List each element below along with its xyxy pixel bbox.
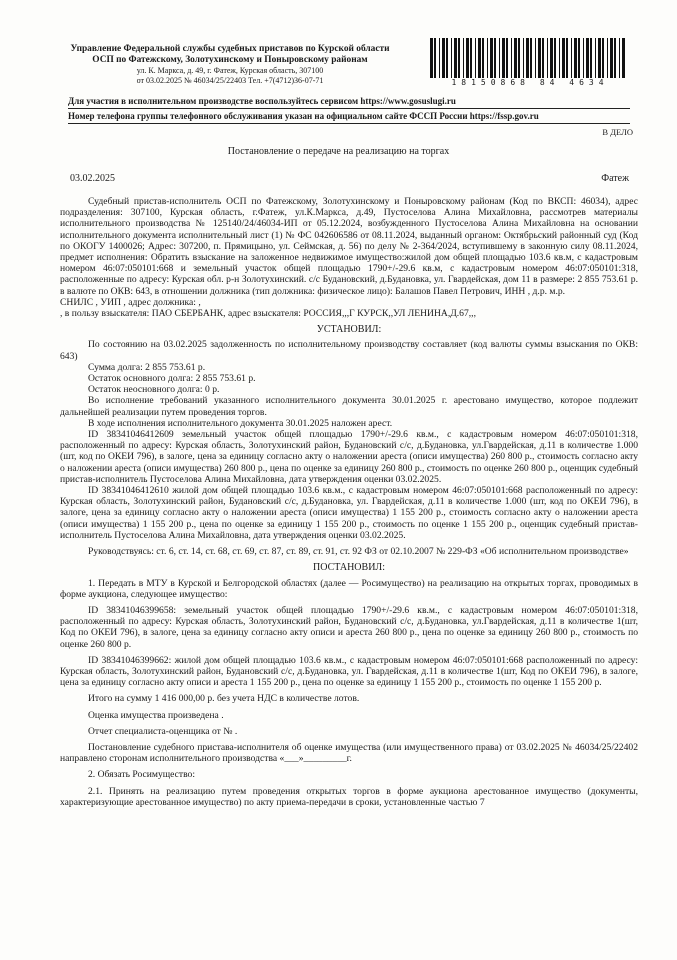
paragraph: 2.1. Принять на реализацию путем проведения открытых торгов в форме аукциона арестованное имущество (документы, характеризующие арестованное имущество) по акту приема-передачи в сроки, установленные частью 7: [60, 785, 638, 808]
paragraph: Отчет специалиста-оценщика от № .: [88, 725, 238, 737]
paragraph: 1. Передать в МТУ в Курской и Белгородской областях (далее — Росимущество) на реализацию на открытых торгах, проводимых в форме аукциона, следующее имущество:: [60, 577, 638, 600]
org-line-2: ОСП по Фатежскому, Золотухинскому и Поныровскому районам: [92, 55, 368, 65]
doc-ref: от 03.02.2025 № 46034/25/22403 Тел. +7(4712)36-07-71: [136, 75, 324, 85]
phone-line: Номер телефона группы телефонного обслуживания указан на официальном сайте ФССП России https://fssp.gov.ru: [68, 111, 539, 121]
document-city: Фатеж: [601, 173, 629, 184]
barcode-number: 18150868 84 4634: [451, 78, 609, 87]
paragraph: Остаток основного долга: 2 855 753.61 р.: [88, 373, 256, 385]
section-heading-postanovil: ПОСТАНОВИЛ:: [313, 562, 385, 574]
divider: [68, 123, 630, 124]
paragraph: Во исполнение требований указанного исполнительного документа 30.01.2025 г. арестовано имущество, которое подлежит дальнейшей реализации путем проведения торгов.: [60, 395, 638, 418]
v-delo-mark: В ДЕЛО: [602, 127, 633, 137]
intro-paragraph-2: СНИЛС , УИП , адрес должника: ,: [60, 296, 201, 308]
document-body: [60, 196, 638, 808]
paragraph: ID 38341046412609 земельный участок общей площадью 1790+/-29.6 кв.м., с кадастровым номером 46:07:050101:318, расположенный по адресу: Курская область, Золотухинский район, Будановский с/с, д.Будановка, ул.Гвардейская, д.11 в количестве 1.000 (шт, код по ОКЕИ 796), в залоге, цена за единицу согласно акту о наложении ареста (описи имущества) 260 800 р., стоимость согласно акту о наложении ареста (описи имущества) 260 800 р., цена по оценке за единицу 260 800 р., стоимость по оценке 260 800 р., оценщик судебный пристав-исполнитель Пустоселова Алина Михайловна, дата утверждения оценки 03.02.2025.: [60, 429, 638, 485]
paragraph: Оценка имущества произведена .: [88, 709, 224, 721]
barcode-icon: [430, 38, 630, 78]
org-address: ул. К. Маркса, д. 49, г. Фатеж, Курская область, 307100: [136, 66, 324, 75]
paragraph: Итого на сумму 1 416 000,00 р. без учета НДС в количестве лотов.: [88, 693, 360, 705]
document-date: 03.02.2025: [70, 173, 115, 184]
gosuslugi-line: Для участия в исполнительном производстве воспользуйтесь сервисом https://www.gosuslugi.ru: [68, 96, 456, 106]
issuer-header: [40, 44, 420, 85]
paragraph: Постановление судебного пристава-исполнителя об оценке имущества (или имущественного права) от 03.02.2025 № 46034/25/22402 направлено сторонам исполнительного производства «___»_________г.: [60, 741, 638, 765]
paragraph: Остаток неосновного долга: 0 р.: [88, 384, 220, 396]
paragraph: В ходе исполнения исполнительного документа 30.01.2025 наложен арест.: [88, 417, 393, 429]
section-heading-ustanovil: УСТАНОВИЛ:: [316, 324, 382, 336]
paragraph: ID 38341046412610 жилой дом общей площадью 103.6 кв.м., с кадастровым номером 46:07:050101:668 расположенный по адресу: Курская область, Золотухинский район, Будановский с/с, д.Будановка, ул. Гвардейская, д.11 в количестве 1.000 (шт, код по ОКЕИ 796), в залоге, цена за единицу согласно акту о наложении ареста (описи имущества) 1 155 200 р., стоимость согласно акту о наложении ареста (описи имущества) 1 155 200 р., цена по оценке за единицу 1 155 200 р., стоимость по оценке 1 155 200 р., оценщик судебный пристав-исполнитель Пустоселова Алина Михайловна, дата утверждения оценки 03.02.2025.: [60, 485, 638, 541]
paragraph: 2. Обязать Росимущество:: [88, 769, 195, 781]
document-title: Постановление о передаче на реализацию на торгах: [227, 146, 450, 157]
paragraph: По состоянию на 03.02.2025 задолженность по исполнительному производству составляет (код валюты суммы взыскания по ОКВ: 643): [60, 339, 638, 362]
intro-paragraph: Судебный пристав-исполнитель ОСП по Фатежскому, Золотухинскому и Поныровскому районам (Код по ВКСП: 46034), адрес подразделения: 307100, Курская область, г.Фатеж, ул.К.Маркса, д.49, Пустоселова Алина Михайловна, рассмотрев материалы исполнительного производства № 125140/24/46034-ИП от 05.12.2024, возбужденного Пустоселова Алина Михайловна на основании исполнительного документа исполнительный лист (1) № ФС 042606586 от 08.11.2024, выданный органом: Октябрьский районный суд (Код по ОКОГУ 1400026; Адрес: 307200, п. Прямицыно, ул. Сеймская, д. 56) по делу № 2-364/2024, вступившему в законную силу 08.11.2024, предмет исполнения: Обратить взыскание на заложенное недвижимое имущество:жилой дом общей площадью 103.6 кв.м, с кадастровым номером 46:07:050101:668 и земельный участок общей площадью 1790+/-29.6 кв.м, с кадастровым номером 46:07:050101:318, расположенные по адресу: Курская обл. р-н Золотухинский. с/с Будановский, д.Будановка, ул. Гвардейская, дом 11 в размере: 2 855 753.61 р. в валюте по ОКВ: 643, в отношении должника (тип должника: физическое лицо): Балашов Павел Петрович, ИНН , д.р. м.р.: [60, 196, 638, 297]
divider: [68, 108, 630, 109]
paragraph: Сумма долга: 2 855 753.61 р.: [88, 361, 206, 373]
paragraph: Руководствуясь: ст. 6, ст. 14, ст. 68, ст. 69, ст. 87, ст. 89, ст. 91, ст. 92 ФЗ от 02.10.2007 № 229-ФЗ «Об исполнительном производстве»: [88, 546, 629, 558]
paragraph: ID 38341046399662: жилой дом общей площадью 103.6 кв.м., с кадастровым номером 46:07:050101:668 расположенный по адресу: Курская область, Золотухинский район, Будановский с/с, д.Будановка, ул. Гвардейская, д.11 в количестве 1(шт, Код по ОКЕИ 796), в залоге, цена за единицу согласно акту описи и ареста 1 155 200 р., цена по оценке за единицу 1 155 200 р., стоимость по оценке 1 155 200 р.: [60, 654, 638, 689]
org-line-1: Управление Федеральной службы судебных приставов по Курской области: [70, 44, 390, 54]
intro-paragraph-3: , в пользу взыскателя: ПАО СБЕРБАНК, адрес взыскателя: РОССИЯ,,,Г КУРСК,,УЛ ЛЕНИНА,Д.67,,,: [60, 308, 476, 320]
paragraph: ID 38341046399658: земельный участок общей площадью 1790+/-29.6 кв.м., с кадастровым номером 46:07:050101:318, расположенный по адресу: Курская область, Золотухинский район, Будановский с/с, д.Будановка, ул.Гвардейская, д.11 в количестве 1(шт, Код по ОКЕИ 796), в залоге, цена за единицу согласно акту описи и ареста 260 800 р., цена по оценке за единицу 260 800 р., стоимость по оценке 260 800 р.: [60, 604, 638, 650]
